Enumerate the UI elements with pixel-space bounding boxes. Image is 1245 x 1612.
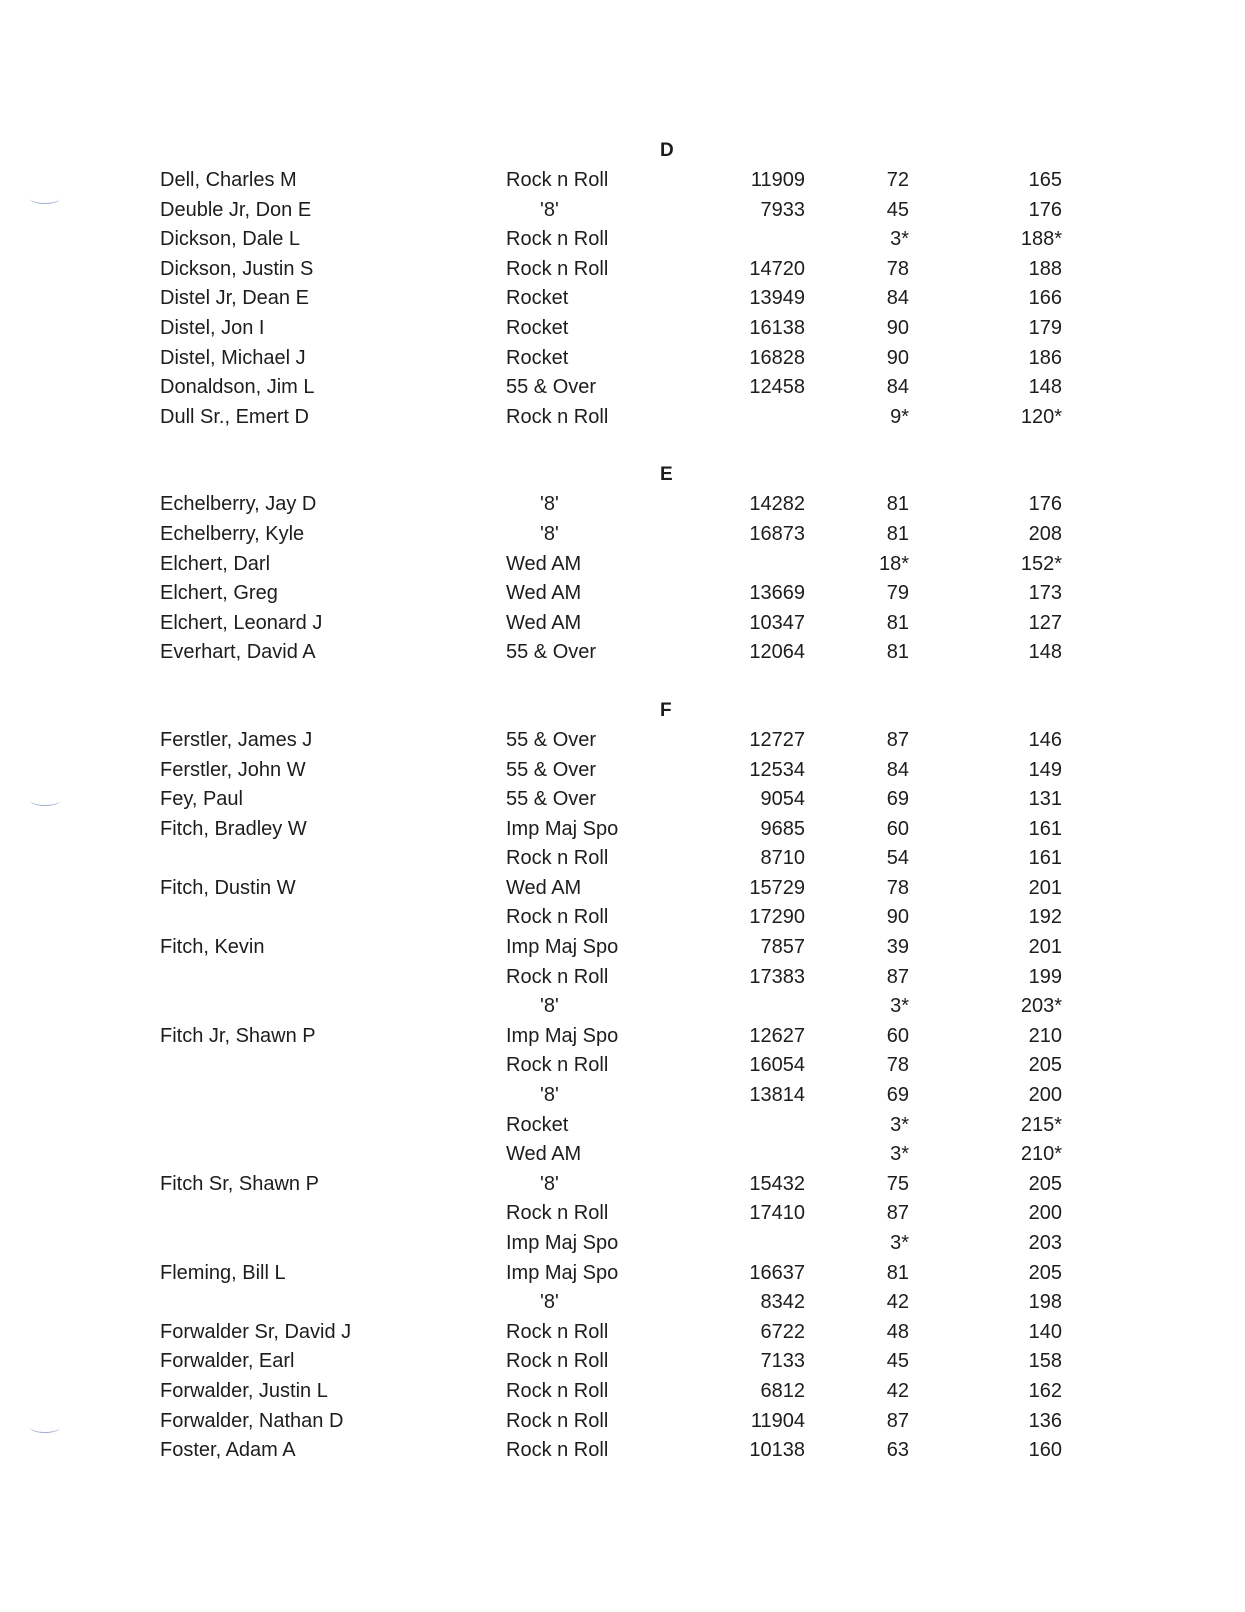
- bowler-name: Dickson, Dale L: [160, 228, 301, 251]
- league-name: Rock n Roll: [506, 965, 609, 988]
- total-pins: 16637: [749, 1261, 805, 1284]
- table-row: [0, 225, 1245, 255]
- games-count: 3*: [890, 995, 909, 1018]
- league-name: '8': [540, 522, 559, 545]
- total-pins: 13669: [749, 582, 805, 605]
- average-value: 161: [1028, 847, 1062, 870]
- total-pins: 12727: [749, 728, 805, 751]
- games-count: 81: [886, 641, 909, 664]
- total-pins: 12064: [749, 641, 805, 664]
- total-pins: 12458: [749, 376, 805, 399]
- league-name: Rock n Roll: [506, 1202, 609, 1225]
- section-spacer: [0, 668, 1245, 696]
- bowler-roster: [0, 136, 1245, 1466]
- section-letter: D: [660, 140, 674, 161]
- league-name: Imp Maj Spo: [506, 936, 619, 959]
- league-name: Rock n Roll: [506, 1409, 609, 1432]
- league-name: Imp Maj Spo: [506, 1261, 619, 1284]
- average-value: 166: [1028, 287, 1062, 310]
- league-name: Imp Maj Spo: [506, 817, 619, 840]
- bowler-name: Dell, Charles M: [160, 169, 297, 191]
- games-count: 87: [886, 1409, 909, 1432]
- section-heading: [0, 696, 1245, 726]
- games-count: 90: [886, 346, 909, 369]
- table-row: [0, 1259, 1245, 1289]
- average-value: 210: [1028, 1024, 1062, 1047]
- average-value: 176: [1028, 493, 1062, 516]
- table-row: [0, 903, 1245, 933]
- league-name: Rocket: [506, 1113, 569, 1136]
- games-count: 87: [886, 728, 909, 751]
- bowler-name: Dull Sr., Emert D: [160, 405, 309, 428]
- average-value: 200: [1028, 1202, 1062, 1225]
- table-row: [0, 344, 1245, 374]
- section-heading: [0, 136, 1245, 166]
- games-count: 39: [886, 936, 909, 959]
- bowler-name: Elchert, Greg: [160, 582, 278, 605]
- average-value: 186: [1028, 346, 1062, 369]
- table-row: [0, 874, 1245, 904]
- total-pins: 17410: [749, 1202, 805, 1225]
- total-pins: 16138: [749, 316, 805, 339]
- league-name: Rock n Roll: [506, 847, 609, 870]
- games-count: 78: [886, 1054, 909, 1077]
- average-value: 148: [1028, 641, 1062, 664]
- table-row: [0, 785, 1245, 815]
- table-row: [0, 1051, 1245, 1081]
- total-pins: 16828: [749, 346, 805, 369]
- league-name: Rock n Roll: [506, 228, 609, 251]
- games-count: 42: [886, 1379, 909, 1402]
- table-row: [0, 1318, 1245, 1348]
- table-row: [0, 1140, 1245, 1170]
- table-row: [0, 1407, 1245, 1437]
- league-name: '8': [540, 198, 559, 221]
- league-name: Wed AM: [506, 876, 582, 899]
- average-value: 162: [1028, 1379, 1062, 1402]
- section-spacer: [0, 432, 1245, 460]
- total-pins: 7933: [760, 198, 805, 221]
- average-value: 149: [1028, 758, 1062, 781]
- games-count: 90: [886, 906, 909, 929]
- games-count: 45: [886, 1350, 909, 1373]
- average-value: 152*: [1020, 552, 1062, 575]
- average-value: 199: [1028, 965, 1062, 988]
- bowler-name: Forwalder, Justin L: [160, 1379, 328, 1402]
- average-value: 208: [1028, 522, 1062, 545]
- table-row: [0, 1436, 1245, 1466]
- league-name: Imp Maj Spo: [506, 1232, 619, 1254]
- league-name: Rock n Roll: [506, 1350, 609, 1373]
- league-name: Rocket: [506, 287, 569, 310]
- table-row: [0, 609, 1245, 639]
- table-row: [0, 726, 1245, 756]
- total-pins: 15729: [749, 876, 805, 899]
- average-value: 215*: [1020, 1113, 1062, 1136]
- league-name: '8': [540, 493, 559, 516]
- league-name: Rock n Roll: [506, 1439, 609, 1462]
- table-row: [0, 255, 1245, 285]
- games-count: 84: [886, 287, 909, 310]
- table-row: [0, 1111, 1245, 1141]
- bowler-name: Foster, Adam A: [160, 1439, 296, 1462]
- league-name: 55 & Over: [506, 376, 597, 399]
- table-row: [0, 963, 1245, 993]
- games-count: 79: [886, 582, 909, 605]
- games-count: 81: [886, 1261, 909, 1284]
- games-count: 84: [886, 376, 909, 399]
- average-value: 158: [1028, 1350, 1062, 1373]
- total-pins: 16054: [749, 1054, 805, 1077]
- league-name: '8': [540, 1172, 559, 1195]
- games-count: 3*: [890, 1113, 909, 1136]
- total-pins: 17383: [749, 965, 805, 988]
- table-row: [0, 1081, 1245, 1111]
- games-count: 72: [886, 169, 909, 191]
- bowler-name: Ferstler, James J: [160, 728, 313, 751]
- bowler-name: Fitch Sr, Shawn P: [160, 1172, 319, 1195]
- league-name: 55 & Over: [506, 728, 597, 751]
- table-row: [0, 992, 1245, 1022]
- table-row: [0, 1377, 1245, 1407]
- average-value: 198: [1028, 1291, 1062, 1314]
- games-count: 3*: [890, 1143, 909, 1166]
- average-value: 146: [1028, 728, 1062, 751]
- total-pins: 10347: [749, 611, 805, 634]
- bowler-name: Fitch Jr, Shawn P: [160, 1024, 316, 1047]
- table-row: [0, 815, 1245, 845]
- league-name: '8': [540, 1084, 559, 1107]
- games-count: 69: [886, 1084, 909, 1107]
- average-value: 188*: [1020, 228, 1062, 251]
- average-value: 203: [1028, 1232, 1062, 1254]
- table-row: [0, 490, 1245, 520]
- bowler-name: Elchert, Leonard J: [160, 611, 323, 634]
- average-value: 205: [1028, 1261, 1062, 1284]
- games-count: 81: [886, 522, 909, 545]
- total-pins: 17290: [749, 906, 805, 929]
- league-name: Imp Maj Spo: [506, 1024, 619, 1047]
- games-count: 84: [886, 758, 909, 781]
- bowler-name: Fey, Paul: [160, 788, 243, 811]
- average-value: 120*: [1020, 405, 1062, 428]
- bowler-name: Forwalder Sr, David J: [160, 1320, 352, 1343]
- total-pins: 9054: [760, 788, 805, 811]
- table-row: [0, 520, 1245, 550]
- games-count: 54: [886, 847, 909, 870]
- average-value: 176: [1028, 198, 1062, 221]
- average-value: 165: [1028, 169, 1062, 191]
- bowler-name: Fitch, Bradley W: [160, 817, 307, 840]
- games-count: 75: [886, 1172, 909, 1195]
- table-row: [0, 1347, 1245, 1377]
- average-value: 173: [1028, 582, 1062, 605]
- total-pins: 14282: [749, 493, 805, 516]
- average-value: 127: [1028, 611, 1062, 634]
- total-pins: 14720: [749, 257, 805, 280]
- games-count: 18*: [878, 552, 909, 575]
- bowler-name: Echelberry, Kyle: [160, 522, 305, 545]
- average-value: 205: [1028, 1172, 1062, 1195]
- bowler-name: Distel, Michael J: [160, 346, 306, 369]
- total-pins: 10138: [749, 1439, 805, 1462]
- average-value: 188: [1028, 257, 1062, 280]
- average-value: 201: [1028, 876, 1062, 899]
- bowler-name: Deuble Jr, Don E: [160, 198, 312, 221]
- table-row: [0, 844, 1245, 874]
- league-name: Wed AM: [506, 611, 582, 634]
- games-count: 9*: [890, 405, 909, 428]
- total-pins: 9685: [760, 817, 805, 840]
- total-pins: 6722: [760, 1320, 805, 1343]
- games-count: 78: [886, 257, 909, 280]
- table-row: [0, 1022, 1245, 1052]
- bowler-name: Forwalder, Nathan D: [160, 1409, 344, 1432]
- total-pins: 8342: [760, 1291, 805, 1314]
- games-count: 69: [886, 788, 909, 811]
- league-name: Rock n Roll: [506, 1320, 609, 1343]
- games-count: 45: [886, 198, 909, 221]
- league-name: Rock n Roll: [506, 1054, 609, 1077]
- table-row: [0, 933, 1245, 963]
- average-value: 210*: [1020, 1143, 1062, 1166]
- bowler-name: Fitch, Dustin W: [160, 876, 296, 899]
- total-pins: 13949: [749, 287, 805, 310]
- games-count: 3*: [890, 1232, 909, 1254]
- league-name: 55 & Over: [506, 788, 597, 811]
- table-row: [0, 1229, 1245, 1259]
- average-value: 192: [1028, 906, 1062, 929]
- games-count: 48: [886, 1320, 909, 1343]
- games-count: 81: [886, 611, 909, 634]
- games-count: 81: [886, 493, 909, 516]
- section-letter: E: [660, 464, 673, 486]
- table-row: [0, 373, 1245, 403]
- table-row: [0, 1199, 1245, 1229]
- bowler-name: Donaldson, Jim L: [160, 376, 315, 399]
- games-count: 60: [886, 1024, 909, 1047]
- total-pins: 7857: [760, 936, 805, 959]
- games-count: 63: [886, 1439, 909, 1462]
- total-pins: 8710: [760, 847, 805, 870]
- league-name: Wed AM: [506, 1143, 582, 1166]
- bowler-name: Everhart, David A: [160, 641, 316, 664]
- total-pins: 7133: [760, 1350, 805, 1373]
- average-value: 201: [1028, 936, 1062, 959]
- average-value: 161: [1028, 817, 1062, 840]
- table-row: [0, 1170, 1245, 1200]
- total-pins: 15432: [749, 1172, 805, 1195]
- total-pins: 6812: [760, 1379, 805, 1402]
- average-value: 148: [1028, 376, 1062, 399]
- bowler-name: Distel, Jon I: [160, 316, 265, 339]
- league-name: Rock n Roll: [506, 906, 609, 929]
- league-name: Rocket: [506, 346, 569, 369]
- average-value: 131: [1028, 788, 1062, 811]
- league-name: Wed AM: [506, 582, 582, 605]
- league-name: '8': [540, 1291, 559, 1314]
- games-count: 42: [886, 1291, 909, 1314]
- league-name: Rock n Roll: [506, 405, 609, 428]
- section-heading: [0, 460, 1245, 490]
- total-pins: 12534: [749, 758, 805, 781]
- average-value: 205: [1028, 1054, 1062, 1077]
- average-value: 200: [1028, 1084, 1062, 1107]
- bowler-name: Fitch, Kevin: [160, 936, 265, 959]
- total-pins: 11909: [750, 169, 805, 191]
- table-row: [0, 550, 1245, 580]
- games-count: 3*: [890, 228, 909, 251]
- league-name: 55 & Over: [506, 758, 597, 781]
- bowler-name: Forwalder, Earl: [160, 1350, 295, 1373]
- bowler-name: Fleming, Bill L: [160, 1261, 286, 1284]
- games-count: 78: [886, 876, 909, 899]
- league-name: Rock n Roll: [506, 257, 609, 280]
- table-row: [0, 284, 1245, 314]
- bowler-name: Dickson, Justin S: [160, 257, 314, 280]
- table-row: [0, 403, 1245, 433]
- games-count: 90: [886, 316, 909, 339]
- bowler-name: Distel Jr, Dean E: [160, 287, 309, 310]
- table-row: [0, 166, 1245, 196]
- section-letter: F: [660, 699, 672, 721]
- table-row: [0, 638, 1245, 668]
- total-pins: 11904: [750, 1409, 805, 1432]
- games-count: 87: [886, 965, 909, 988]
- table-row: [0, 756, 1245, 786]
- bowler-name: Echelberry, Jay D: [160, 493, 317, 516]
- league-name: Wed AM: [506, 552, 582, 575]
- league-name: Rock n Roll: [506, 1379, 609, 1402]
- table-row: [0, 314, 1245, 344]
- bowler-name: Elchert, Darl: [160, 552, 271, 575]
- table-row: [0, 196, 1245, 226]
- table-row: [0, 579, 1245, 609]
- average-value: 160: [1028, 1439, 1062, 1462]
- league-name: Rock n Roll: [506, 169, 609, 191]
- league-name: Rocket: [506, 316, 569, 339]
- average-value: 136: [1028, 1409, 1062, 1432]
- games-count: 60: [886, 817, 909, 840]
- league-name: '8': [540, 995, 559, 1018]
- average-value: 140: [1028, 1320, 1062, 1343]
- bowler-name: Ferstler, John W: [160, 758, 306, 781]
- total-pins: 13814: [749, 1084, 805, 1107]
- games-count: 87: [886, 1202, 909, 1225]
- total-pins: 16873: [749, 522, 805, 545]
- average-value: 179: [1028, 316, 1062, 339]
- table-row: [0, 1288, 1245, 1318]
- league-name: 55 & Over: [506, 641, 597, 664]
- average-value: 203*: [1020, 995, 1062, 1018]
- total-pins: 12627: [749, 1024, 805, 1047]
